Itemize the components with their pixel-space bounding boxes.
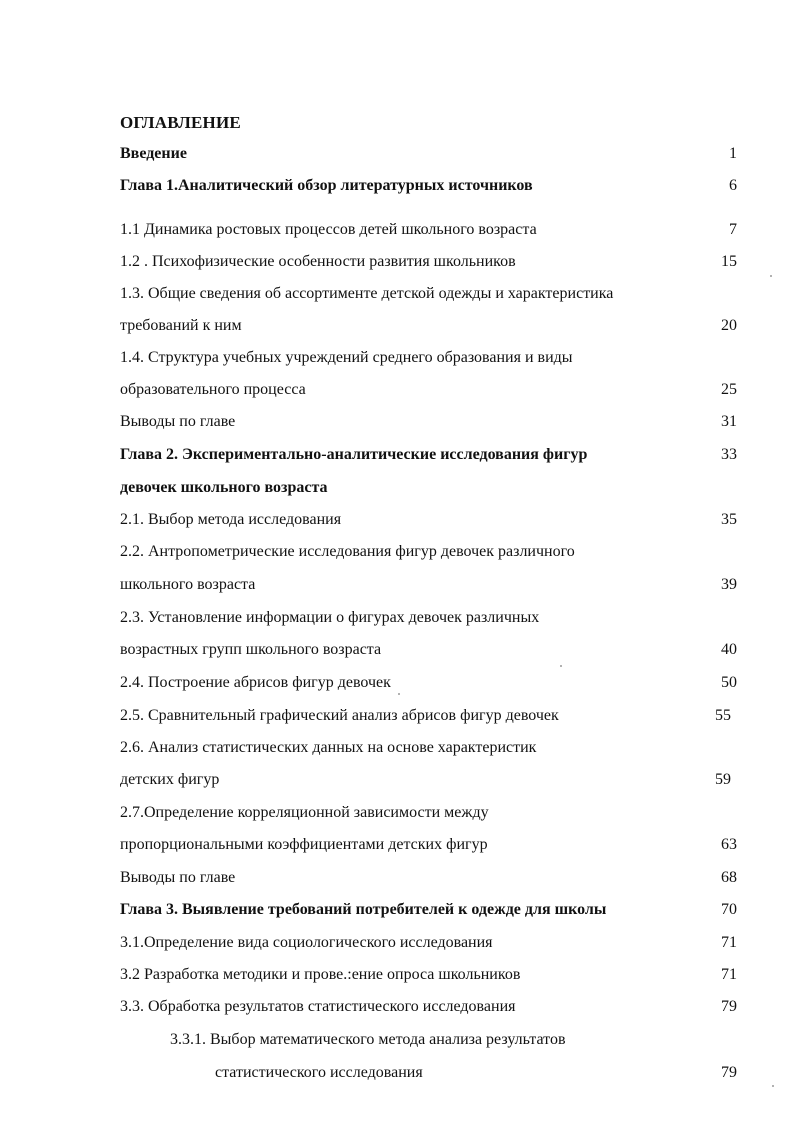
toc-entry-title: 2.4. Построение абрисов фигур девочек <box>120 674 391 691</box>
scan-speck <box>398 693 400 695</box>
scan-speck <box>560 665 562 667</box>
toc-entry-chapter-2 <box>120 443 737 467</box>
toc-entry-title: 1.4. Структура учебных учреждений среднего образования и виды <box>120 349 573 366</box>
toc-entry-title: Глава 1.Аналитический обзор литературных источников <box>120 177 533 194</box>
toc-entry-title: 1.2 . Психофизические особенности развития школьников <box>120 253 516 270</box>
toc-entry-title: 2.7.Определение корреляционной зависимости между <box>120 804 489 821</box>
toc-entry-page: 71 <box>721 934 737 951</box>
toc-entry-title: образовательного процесса <box>120 381 306 398</box>
toc-entry-3-3 <box>120 995 737 1019</box>
toc-entry-3-3-1-cont <box>215 1061 737 1085</box>
toc-entry-conclusions-2 <box>120 866 737 890</box>
toc-entry-title: 2.1. Выбор метода исследования <box>120 511 342 528</box>
toc-entry-chapter-1 <box>120 174 737 198</box>
page-title: ОГЛАВЛЕНИЕ <box>120 113 241 132</box>
toc-entry-page: 25 <box>721 381 737 398</box>
toc-entry-title: возрастных групп школьного возраста <box>120 641 382 658</box>
toc-entry-title: требований к ним <box>120 317 242 334</box>
scan-speck <box>770 275 772 277</box>
toc-entry-page: 59 <box>715 771 731 788</box>
toc-entry-page: 31 <box>721 413 737 430</box>
toc-entry-title: школьного возраста <box>120 576 256 593</box>
scan-speck <box>772 1085 774 1087</box>
toc-entry-title: 3.2 Разработка методики и прове.:ение опроса школьников <box>120 966 521 983</box>
toc-entry-page: 71 <box>721 966 737 983</box>
toc-entry-page: 55 <box>715 707 731 724</box>
toc-entry-title: девочек школьного возраста <box>120 479 328 496</box>
toc-entry-page: 68 <box>721 869 737 886</box>
toc-entry-title: 2.6. Анализ статистических данных на основе характеристик <box>120 739 537 756</box>
toc-entry-2-2 <box>120 540 737 564</box>
toc-entry-title: 1.1 Динамика ростовых процессов детей школьного возраста <box>120 221 537 238</box>
toc-entry-1-4-cont <box>120 378 737 402</box>
toc-entry-chapter-3 <box>120 898 737 922</box>
toc-entry-2-3-cont <box>120 638 737 662</box>
toc-entry-1-3 <box>120 282 737 306</box>
toc-entry-page: 35 <box>721 511 737 528</box>
toc-entry-title: Глава 2. Экспериментально-аналитические исследования фигур <box>120 446 588 463</box>
toc-entry-page: 1 <box>729 145 737 162</box>
toc-entry-2-7 <box>120 801 737 825</box>
toc-entry-page: 40 <box>721 641 737 658</box>
toc-entry-1-3-cont <box>120 314 737 338</box>
toc-entry-3-3-1 <box>170 1028 737 1052</box>
toc-entry-2-6-cont <box>120 768 737 792</box>
toc-entry-page: 70 <box>721 901 737 918</box>
toc-entry-title: 1.3. Общие сведения об ассортименте детской одежды и характеристика <box>120 285 614 302</box>
toc-entry-title: 2.5. Сравнительный графический анализ абрисов фигур девочек <box>120 707 559 724</box>
toc-entry-title: Выводы по главе <box>120 413 236 430</box>
toc-entry-2-3 <box>120 606 737 630</box>
toc-entry-2-1 <box>120 508 737 532</box>
toc-entry-3-1 <box>120 931 737 955</box>
toc-entry-title: Глава 3. Выявление требований потребителей к одежде для школы <box>120 901 607 918</box>
toc-entry-page: 63 <box>721 836 737 853</box>
toc-entry-title: пропорциональными коэффициентами детских фигур <box>120 836 488 853</box>
toc-entry-page: 50 <box>721 674 737 691</box>
toc-entry-title: 2.3. Установление информации о фигурах девочек различных <box>120 609 540 626</box>
toc-entry-1-1 <box>120 218 737 242</box>
toc-entry-1-2 <box>120 250 737 274</box>
toc-entry-page: 79 <box>721 1064 737 1081</box>
toc-entry-page: 6 <box>729 177 737 194</box>
toc-entry-2-5 <box>120 704 737 728</box>
toc-entry-2-4 <box>120 671 737 695</box>
toc-entry-title: 3.1.Определение вида социологического исследования <box>120 934 493 951</box>
toc-entry-page: 20 <box>721 317 737 334</box>
toc-entry-title: статистического исследования <box>215 1064 423 1081</box>
toc-entry-title: 3.3. Обработка результатов статистического исследования <box>120 998 516 1015</box>
toc-entry-page: 79 <box>721 998 737 1015</box>
toc-entry-title: детских фигур <box>120 771 220 788</box>
toc-entry-chapter-2-cont <box>120 476 737 500</box>
toc-entry-2-7-cont <box>120 833 737 857</box>
toc-entry-1-4 <box>120 346 737 370</box>
toc-entry-title: 2.2. Антропометрические исследования фигур девочек различного <box>120 543 575 560</box>
toc-entry-3-2 <box>120 963 737 987</box>
toc-entry-title: 3.3.1. Выбор математического метода анализа результатов <box>170 1031 566 1048</box>
toc-entry-conclusions-1 <box>120 410 737 434</box>
toc-entry-2-2-cont <box>120 573 737 597</box>
toc-entry-2-6 <box>120 736 737 760</box>
toc-entry-title: Введение <box>120 145 187 162</box>
toc-entry-page: 39 <box>721 576 737 593</box>
toc-entry-page: 15 <box>721 253 737 270</box>
toc-entry-page: 7 <box>729 221 737 238</box>
toc-entry-introduction <box>120 142 737 166</box>
toc-entry-title: Выводы по главе <box>120 869 236 886</box>
toc-entry-page: 33 <box>721 446 737 463</box>
